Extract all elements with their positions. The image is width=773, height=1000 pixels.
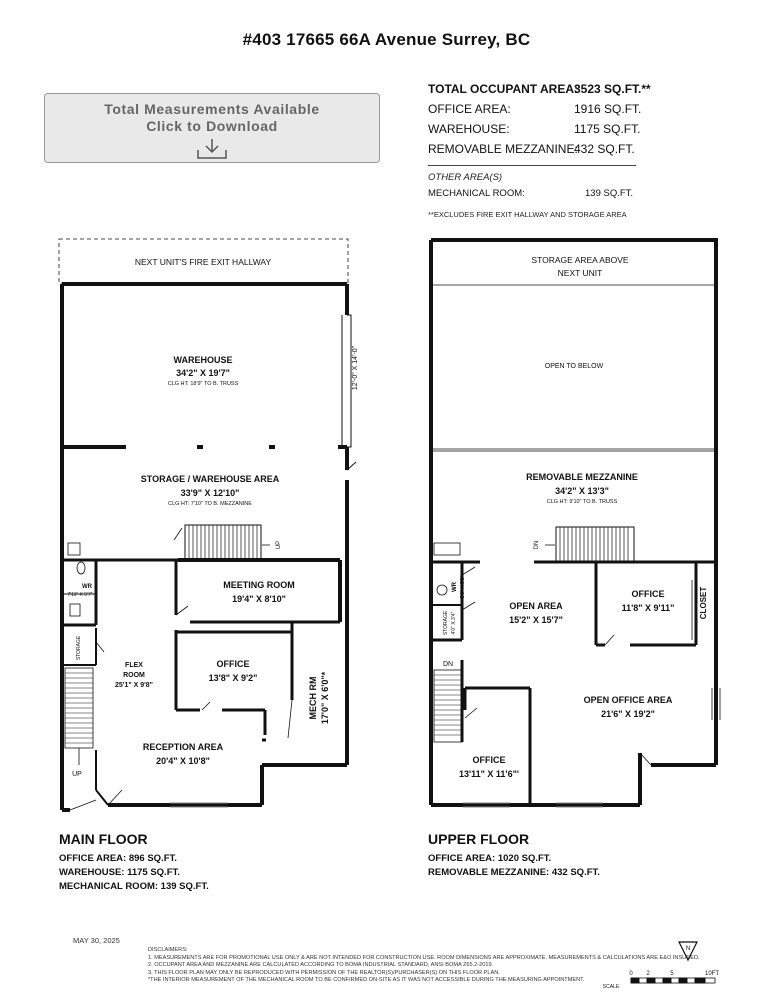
warehouse-clg: CLG HT: 18'9" TO B. TRUSS bbox=[167, 381, 239, 387]
upper-storage-name: STORAGE bbox=[443, 610, 449, 636]
upper-floor-labels bbox=[443, 255, 708, 779]
flex-room-name2: ROOM bbox=[123, 672, 145, 679]
open-area-dim: 15'2" X 15'7" bbox=[509, 615, 563, 625]
stairs-up-label: UP bbox=[276, 540, 282, 550]
mechanical-row: MECHANICAL ROOM: 139 SQ.FT. bbox=[428, 188, 634, 199]
wr-dim: 7'11" X 5'7" bbox=[67, 592, 93, 598]
open-below-label: OPEN TO BELOW bbox=[544, 363, 604, 370]
warehouse-dim: 34'2" X 19'7" bbox=[176, 368, 230, 378]
warehouse-name: WAREHOUSE bbox=[173, 355, 233, 365]
closet-label: CLOSET bbox=[699, 586, 708, 620]
download-line-1: Total Measurements Available bbox=[104, 101, 320, 117]
upper-floor-summary bbox=[428, 831, 600, 880]
upper-storage-dim: 4'0" X 3'4" bbox=[451, 611, 457, 635]
meeting-room-name: MEETING ROOM bbox=[223, 580, 295, 590]
reception-dim: 20'4" X 10'8" bbox=[156, 756, 210, 766]
mezzanine-name: REMOVABLE MEZZANINE bbox=[526, 472, 638, 482]
scale-tick-2: 2 bbox=[646, 971, 650, 977]
mezzanine-row: REMOVABLE MEZZANINE: 432 SQ.FT. bbox=[428, 142, 635, 156]
main-floor-line-2: WAREHOUSE: 1175 SQ.FT. bbox=[59, 867, 180, 878]
disclaimer-2: 2. OCCUPANT AREA AND MEZZANINE ARE CALCULATED ACCORDING TO BOMA INDUSTRIAL STANDARD, ANSI BOMA Z65.2-2019. bbox=[148, 962, 494, 969]
main-floor-heading: MAIN FLOOR bbox=[59, 831, 148, 847]
mech-room-name: MECH RM bbox=[308, 676, 318, 720]
entry-up-label: UP bbox=[72, 771, 82, 778]
scale-label: SCALE bbox=[602, 984, 620, 990]
upper-wr-name: WR bbox=[452, 582, 458, 592]
disclaimer-3: 3. THIS FLOOR PLAN MAY ONLY BE REPRODUCED WITH PERMISSION OF THE REALTOR(S)/PURCHASER(S) ON THIS FLOOR PLAN. bbox=[148, 969, 500, 976]
upper-floor-plan bbox=[431, 240, 720, 807]
fire-exit-hallway-label: NEXT UNIT'S FIRE EXIT HALLWAY bbox=[134, 257, 272, 267]
mezzanine-clg: CLG HT: 9'10" TO B. TRUSS bbox=[546, 499, 618, 505]
office-area-row: OFFICE AREA: 1916 SQ.FT. bbox=[428, 102, 642, 116]
storage-warehouse-dim: 33'9" X 12'10" bbox=[180, 488, 240, 498]
office2-dim: 13'11" X 11'6"' bbox=[458, 769, 520, 779]
scale-tick-5: 5 bbox=[670, 971, 674, 977]
flex-room-dim: 25'1" X 9'8" bbox=[115, 682, 153, 689]
disclaimers-heading: DISCLAIMERS: bbox=[148, 947, 188, 953]
open-area-name: OPEN AREA bbox=[509, 601, 563, 611]
main-floor-labels bbox=[67, 257, 359, 778]
main-floor-plan bbox=[59, 239, 356, 810]
storage-warehouse-name: STORAGE / WAREHOUSE AREA bbox=[140, 474, 280, 484]
reception-name: RECEPTION AREA bbox=[142, 742, 224, 752]
storage-warehouse-clg: CLG HT: 7'10" TO B. MEZZANINE bbox=[168, 501, 252, 507]
door-dim: 12'-0" X 14'-0" bbox=[352, 345, 359, 391]
plan-date: MAY 30, 2025 bbox=[73, 936, 120, 945]
open-office-name: OPEN OFFICE AREA bbox=[583, 695, 673, 705]
scale-tick-0: 0 bbox=[629, 971, 633, 977]
storage-above-line1: STORAGE AREA ABOVE bbox=[531, 255, 629, 265]
office2-name: OFFICE bbox=[472, 755, 506, 765]
exclusion-note: **EXCLUDES FIRE EXIT HALLWAY AND STORAGE AREA bbox=[428, 210, 627, 219]
disclaimer-4: *THE INTERIOR MEASUREMENT OF THE MECHANICAL ROOM TO BE CONFIRMED ON-SITE AS IT WAS NOT ACCESSIBLE DURING THE MEASURING APPOINTMENT. bbox=[148, 977, 585, 984]
page-title: #403 17665 66A Avenue Surrey, BC bbox=[242, 30, 531, 49]
office1-name: OFFICE bbox=[631, 589, 665, 599]
flex-room-name: FLEX bbox=[125, 662, 143, 669]
main-floor-line-1: OFFICE AREA: 896 SQ.FT. bbox=[59, 853, 177, 864]
mezzanine-dim: 34'2" X 13'3" bbox=[555, 486, 609, 496]
main-floor-line-3: MECHANICAL ROOM: 139 SQ.FT. bbox=[59, 881, 209, 892]
office-dim: 13'8" X 9'2" bbox=[208, 673, 258, 683]
download-line-2: Click to Download bbox=[146, 118, 278, 134]
upper-floor-line-1: OFFICE AREA: 1020 SQ.FT. bbox=[428, 853, 552, 864]
scale-tick-10: 10FT bbox=[704, 971, 720, 977]
other-areas-heading: OTHER AREA(S) bbox=[428, 172, 503, 183]
storage-above-line2: NEXT UNIT bbox=[557, 268, 603, 278]
main-floor-summary bbox=[59, 831, 209, 894]
upper-floor-line-2: REMOVABLE MEZZANINE: 432 SQ.FT. bbox=[428, 867, 600, 878]
wr-name: WR bbox=[82, 584, 92, 590]
mezz-dn-label: DN bbox=[534, 540, 540, 550]
mech-room-dim: 17'0" X 6'0"* bbox=[320, 671, 330, 725]
storage-label: STORAGE bbox=[76, 635, 82, 661]
disclaimer-1: 1. MEASUREMENTS ARE FOR PROMOTIONAL USE ONLY & ARE NOT INTENDED FOR CONSTRUCTION USE. ROOM DIMENSIONS ARE APPROXIMATE. MEASUREMENTS & CALCULATIONS ARE E&O INSURED. bbox=[148, 954, 700, 961]
stairs-dn-label: DN bbox=[442, 661, 454, 668]
meeting-room-dim: 19'4" X 8'10" bbox=[232, 594, 286, 604]
office-name: OFFICE bbox=[216, 659, 250, 669]
office1-dim: 11'8" X 9'11" bbox=[621, 603, 675, 613]
upper-wr-dim: 5'0" X 5'9" bbox=[460, 575, 466, 599]
open-office-dim: 21'6" X 19'2" bbox=[601, 709, 655, 719]
warehouse-row: WAREHOUSE: 1175 SQ.FT. bbox=[428, 122, 641, 136]
total-row: TOTAL OCCUPANT AREA: 3523 SQ.FT.** bbox=[428, 82, 651, 96]
disclaimers bbox=[148, 947, 708, 985]
compass-label: N bbox=[685, 946, 691, 952]
upper-floor-heading: UPPER FLOOR bbox=[428, 831, 530, 847]
